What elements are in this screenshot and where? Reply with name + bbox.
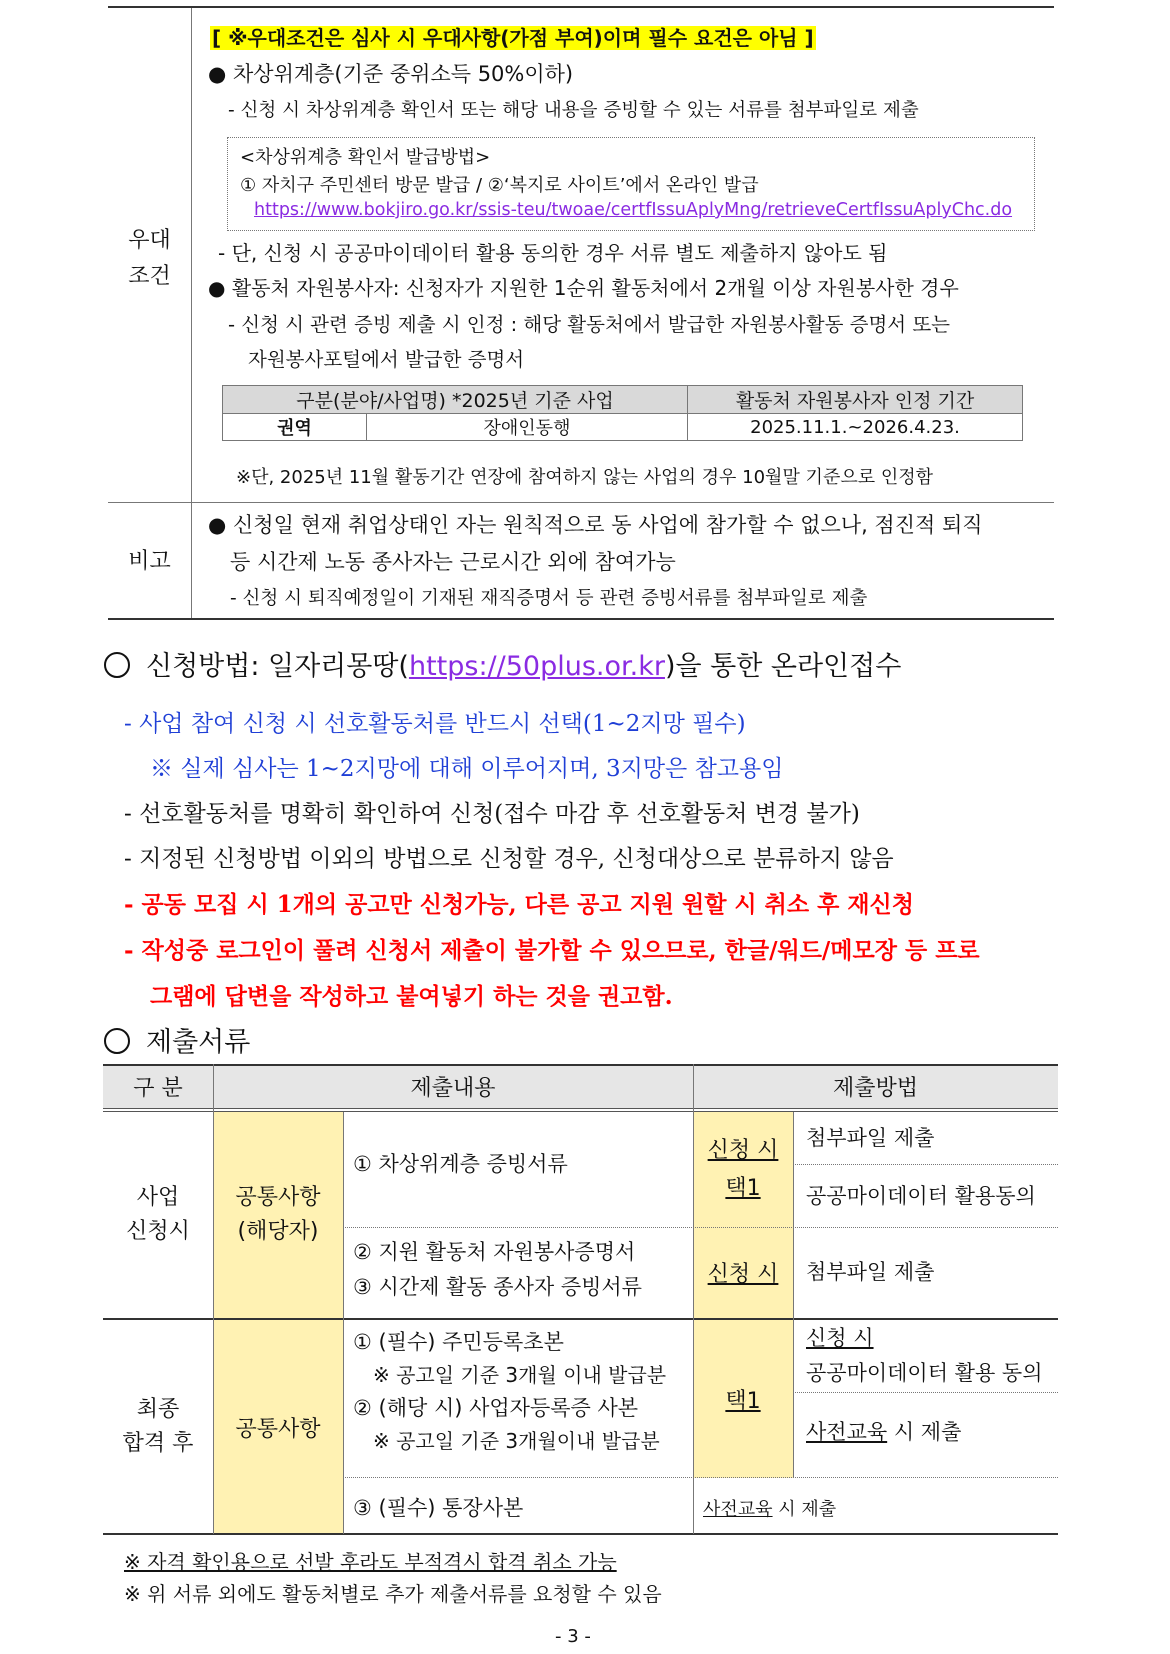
header-content: 제출내용 (410, 1076, 496, 1101)
guide-line: ① 자치구 주민센터 방문 발급 / ②‘복지로 사이트’에서 온라인 발급 (240, 175, 759, 196)
header-category: 구 분 (133, 1076, 183, 1101)
bullet-icon: ● (208, 513, 233, 537)
sub-table-cell: 권역 (223, 414, 367, 441)
method-text: 첨부파일 제출 (806, 1126, 935, 1150)
doc-item: ① (필수) 주민등록초본 (353, 1330, 564, 1354)
preference-item-2 (208, 272, 959, 301)
footnote-2: ※ 위 서류 외에도 활동처별로 추가 제출서류를 요청할 수 있음 (124, 1582, 662, 1606)
bokjiro-link[interactable]: https://www.bokjiro.go.kr/ssis-teu/twoae/certfIssuAplyMng/retrieveCertfIssuAplyChc.do (254, 200, 1013, 220)
choice-line: 택1 (725, 1175, 761, 1201)
doc-note: ※ 공고일 기준 3개월이내 발급분 (373, 1429, 660, 1453)
preference-item-1-sub: - 신청 시 차상위계층 확인서 또는 해당 내용을 증빙할 수 있는 서류를 첨부파일로 제출 (228, 100, 919, 121)
50plus-link[interactable]: https://50plus.or.kr (408, 651, 665, 682)
row-label-preference (108, 223, 191, 295)
volunteer-period-table (222, 385, 1023, 441)
bullet-icon: ● (208, 62, 233, 86)
guide-title: <차상위계층 확인서 발급방법> (240, 147, 491, 168)
method-rest: 시 제출 (772, 1499, 837, 1520)
preference-item-2-sub-cont: 자원봉사포털에서 발급한 증명서 (248, 348, 525, 371)
apply-line-3: - 선호활동처를 명확히 확인하여 신청(접수 마감 후 선호활동처 변경 불가) (124, 801, 860, 827)
sub-table-note: ※단, 2025년 11월 활동기간 연장에 참여하지 않는 사업의 경우 10월말 기준으로 인정함 (236, 467, 933, 488)
group-apply-label (103, 1112, 213, 1318)
choice-cell: 택1 (725, 1388, 761, 1414)
circle-bullet-icon (104, 652, 130, 678)
circle-bullet-icon (104, 1028, 130, 1054)
highlighted-note: [ ※우대조건은 심사 시 우대사항(가점 부여)이며 필수 요건은 아님 ] (212, 26, 814, 50)
method-text: 첨부파일 제출 (806, 1260, 935, 1284)
apply-line-2: ※ 실제 심사는 1~2지망에 대해 이루어지며, 3지망은 참고용임 (150, 756, 784, 782)
choice-line: 신청 시 (707, 1137, 779, 1163)
doc-note: ※ 공고일 기준 3개월 이내 발급분 (373, 1363, 667, 1387)
method-rest: 시 제출 (887, 1420, 962, 1444)
bullet-icon: ● (208, 276, 232, 300)
doc-item: ③ (필수) 통장사본 (353, 1496, 524, 1520)
apply-line-1: - 사업 참여 신청 시 선호활동처를 반드시 선택(1~2지망 필수) (124, 711, 746, 737)
table-col-rule (343, 1112, 344, 1534)
underlined-text: 사전교육 (703, 1499, 773, 1520)
item-text: 차상위계층(기준 중위소득 50%이하) (233, 62, 574, 86)
header-method: 제출방법 (832, 1076, 918, 1101)
documents-table (103, 1064, 1058, 1534)
doc-item: ② (해당 시) 사업자등록증 사본 (353, 1396, 639, 1420)
sub-table-cell: 2025.11.1.~2026.4.23. (688, 414, 1023, 441)
method-text (703, 1495, 836, 1521)
sub-table-cell: 장애인동행 (367, 414, 688, 441)
heading-text: )을 통한 온라인접수 (664, 651, 902, 682)
apply-line-4: - 지정된 신청방법 이외의 방법으로 신청할 경우, 신청대상으로 분류하지 않음 (124, 846, 894, 872)
page-number: - 3 - (555, 1626, 591, 1647)
apply-method-heading (104, 644, 901, 683)
documents-heading (104, 1020, 250, 1059)
table-rule (793, 1392, 1058, 1393)
label-line: (해당자) (237, 1219, 319, 1244)
method-text: 공공마이데이터 활용동의 (806, 1184, 1036, 1208)
item-text: 활동처 자원봉사자: 신청자가 지원한 1순위 활동처에서 2개월 이상 자원봉사한 경우 (231, 276, 959, 300)
remark-line-1 (208, 509, 983, 539)
heading-text: 신청방법: 일자리몽땅( (146, 651, 409, 682)
row-label-line: 조건 (128, 264, 171, 289)
apply-line-7: 그램에 답변을 작성하고 붙여넣기 하는 것을 권고함. (150, 983, 673, 1010)
doc-item: ① 차상위계층 증빙서류 (353, 1152, 568, 1176)
preference-item-2-sub: - 신청 시 관련 증빙 제출 시 인정 : 해당 활동처에서 발급한 자원봉사활동 증명서 또는 (228, 313, 951, 336)
sub-table-header: 활동처 자원봉사자 인정 기간 (688, 386, 1023, 414)
label-line: 사업 (136, 1185, 180, 1210)
label-line: 최종 (136, 1397, 180, 1422)
group-apply-common (213, 1112, 343, 1318)
underlined-text: 사전교육 (806, 1420, 888, 1444)
heading-text: 제출서류 (146, 1027, 251, 1058)
row-label-line: 우대 (128, 228, 171, 253)
preference-note-header (210, 22, 816, 51)
table-col-rule (793, 1112, 794, 1478)
table-rule (793, 1164, 1058, 1165)
preference-item-1-sub2: - 단, 신청 시 공공마이데이터 활용 동의한 경우 서류 별도 제출하지 않아도 됨 (218, 241, 888, 265)
row-divider (108, 502, 1054, 503)
group-final-common: 공통사항 (235, 1416, 321, 1442)
method-text: 공공마이데이터 활용 동의 (806, 1361, 1043, 1385)
column-divider (191, 8, 192, 618)
apply-line-5: - 공동 모집 시 1개의 공고만 신청가능, 다른 공고 지원 원할 시 취소 후 재신청 (124, 891, 914, 918)
remark-line-2: 등 시간제 노동 종사자는 근로시간 외에 참여가능 (230, 550, 676, 574)
doc-item: ② 지원 활동처 자원봉사증명서 (353, 1240, 636, 1264)
label-line: 신청시 (126, 1219, 190, 1244)
group-final-label (103, 1320, 213, 1534)
preference-item-1 (208, 58, 573, 88)
choice-cell (693, 1112, 793, 1227)
footnote-1 (124, 1546, 617, 1575)
label-line: 공통사항 (235, 1185, 321, 1210)
sub-table-header: 구분(분야/사업명) *2025년 기준 사업 (223, 386, 688, 414)
method-text (806, 1416, 961, 1446)
method-text: 신청 시 (806, 1326, 874, 1350)
apply-line-6: - 작성중 로그인이 풀려 신청서 제출이 불가할 수 있으므로, 한글/워드/메모장 등 프로 (124, 937, 980, 964)
label-line: 합격 후 (122, 1431, 194, 1456)
remark-sub: - 신청 시 퇴직예정일이 기재된 재직증명서 등 관련 증빙서류를 첨부파일로 제출 (230, 588, 868, 609)
footnote-text: ※ 자격 확인용으로 선발 후라도 부적격시 합격 취소 가능 (124, 1550, 617, 1574)
when-cell: 신청 시 (707, 1262, 779, 1287)
doc-item: ③ 시간제 활동 종사자 증빙서류 (353, 1275, 642, 1299)
row-label-remark: 비고 (128, 549, 171, 574)
remark-text: 신청일 현재 취업상태인 자는 원칙적으로 동 사업에 참가할 수 없으나, 점진적 퇴직 (233, 513, 983, 537)
